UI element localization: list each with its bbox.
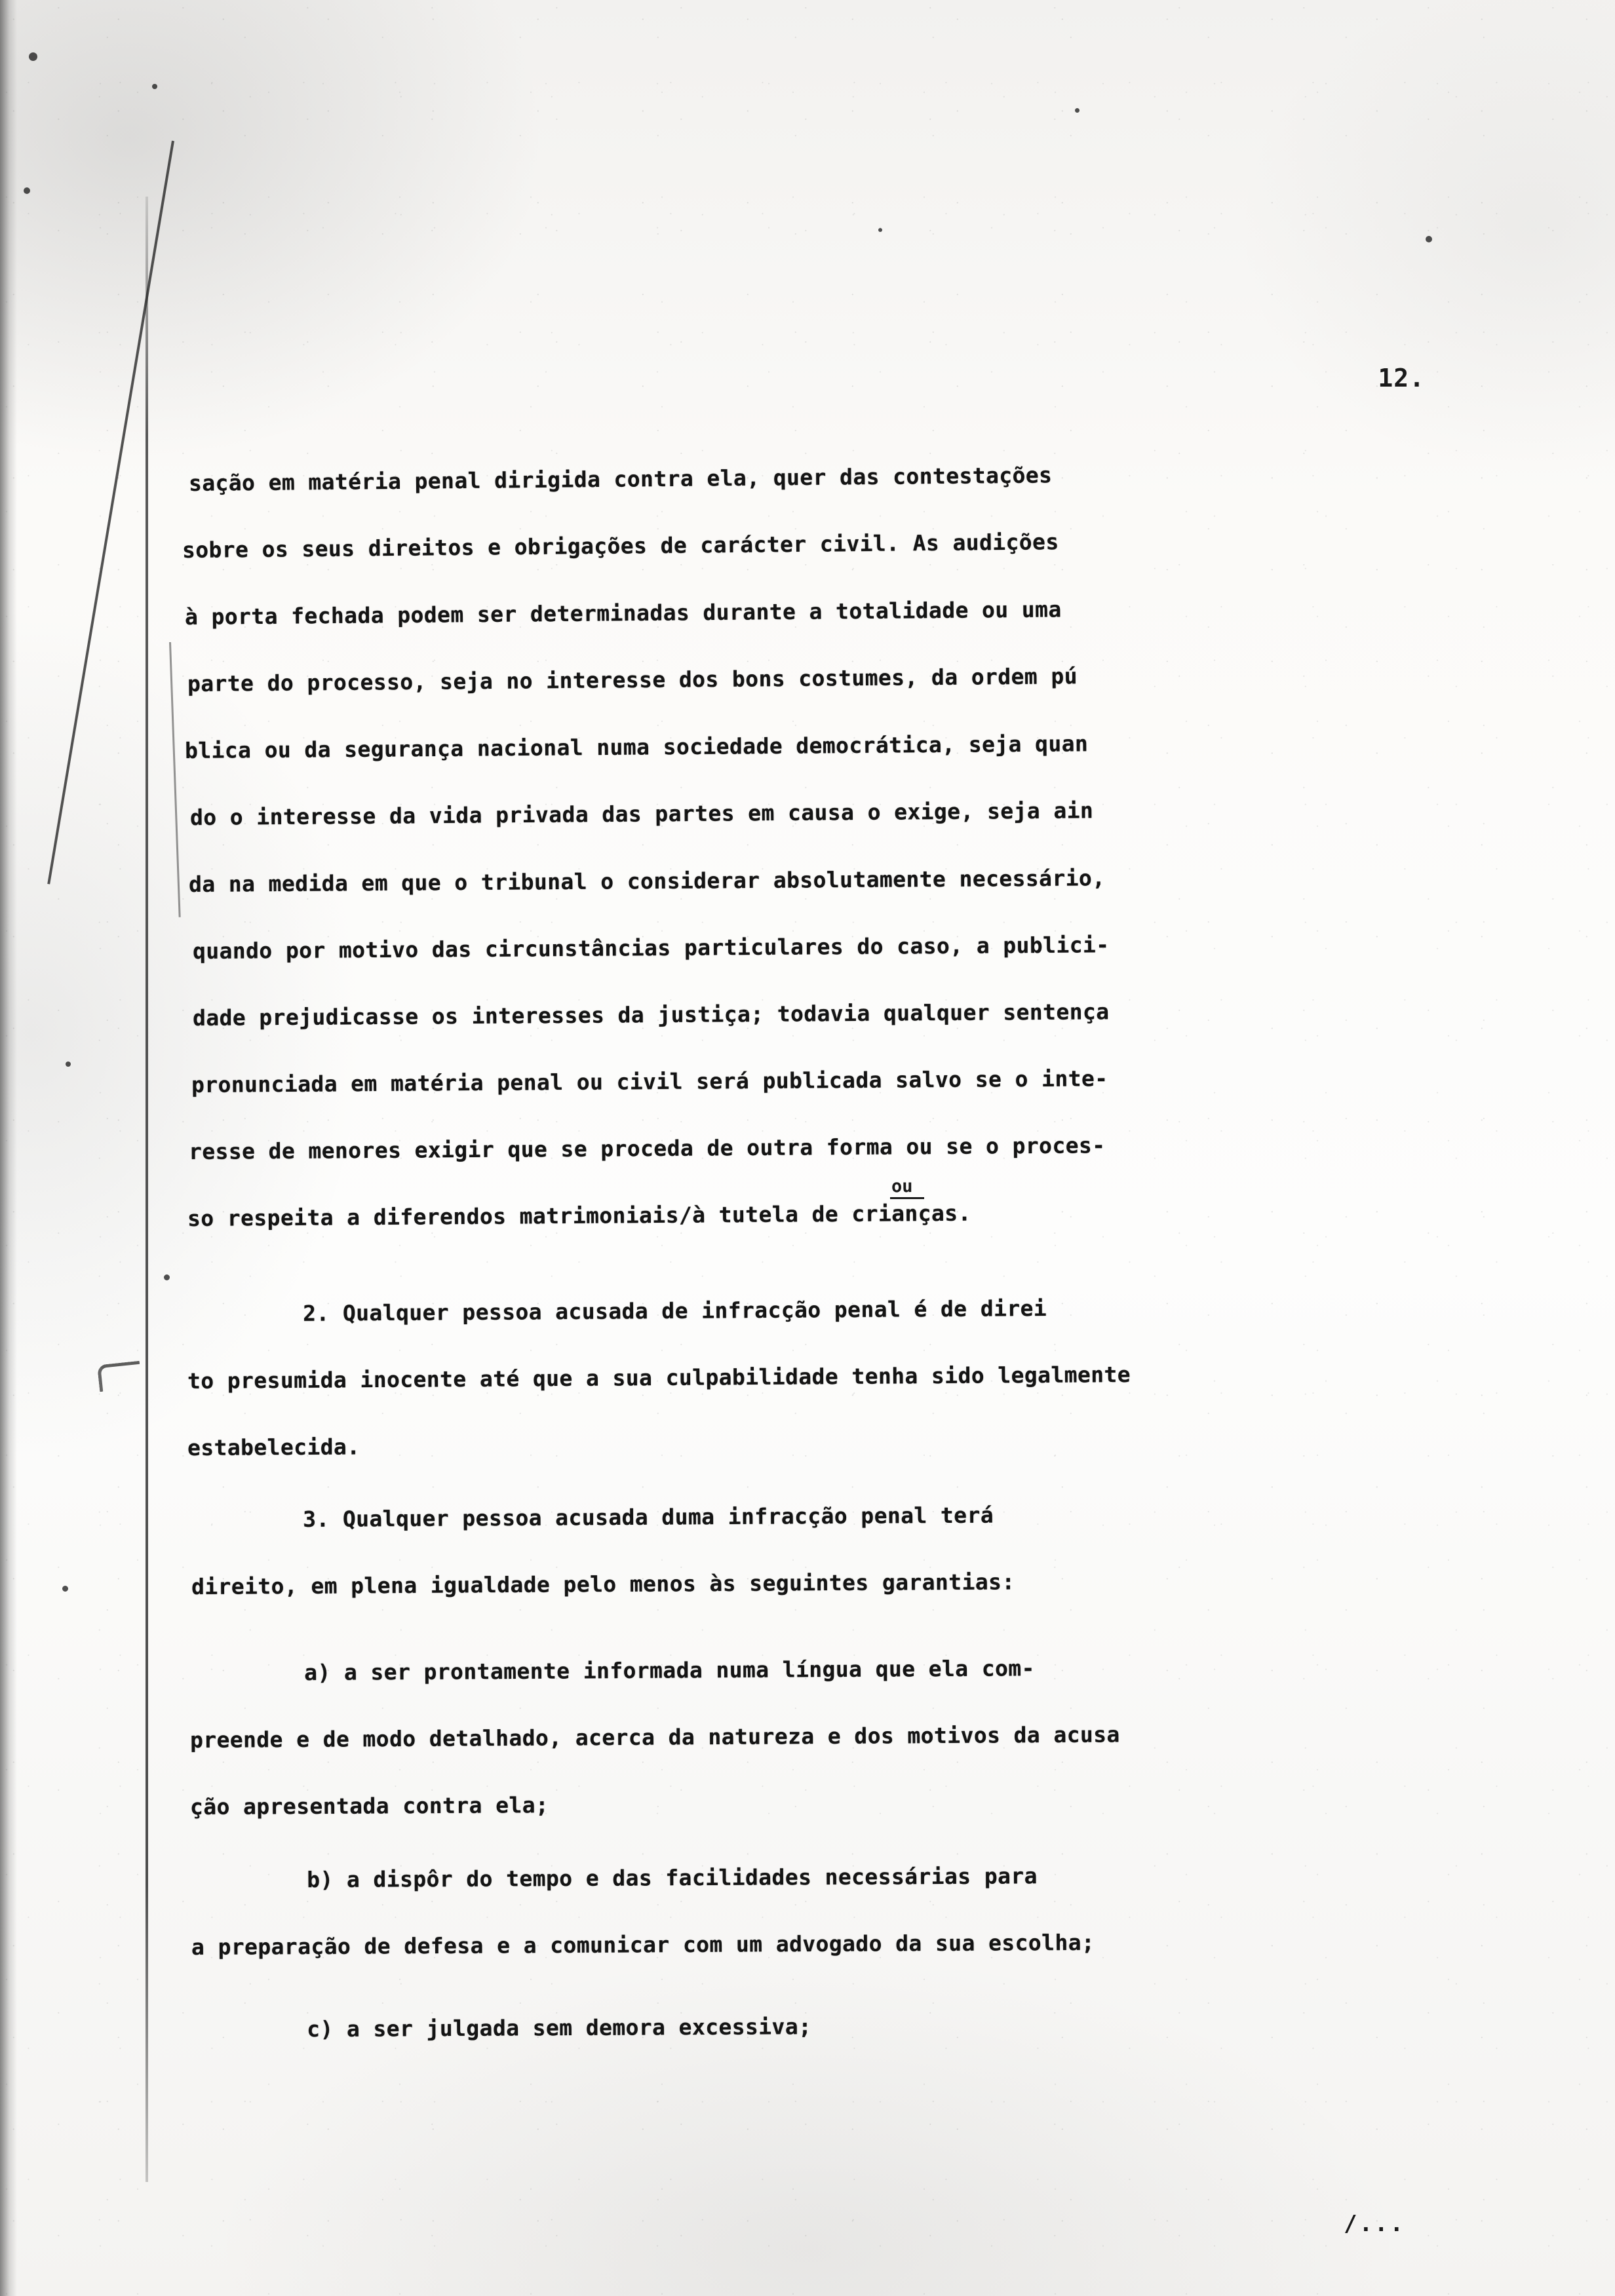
item-c-line: c) a ser julgada sem demora excessiva;	[200, 2014, 812, 2042]
item-b-line: a preparação de defesa e a comunicar com um advogado da sua escolha;	[191, 1929, 1095, 1960]
paragraph-2-line: 2. Qualquer pessoa acusada de infracção penal é de direi	[196, 1295, 1047, 1327]
body-line: pronunciada em matéria penal ou civil será publicada salvo se o inte-	[191, 1065, 1108, 1098]
interlinear-correction: ou	[891, 1176, 913, 1196]
paragraph-3-line: direito, em plena igualdade pelo menos às seguintes garantias:	[191, 1569, 1015, 1599]
body-line: so respeita a diferendos matrimoniais/à tutela de crianças.	[187, 1200, 971, 1231]
item-a-line: preende e de modo detalhado, acerca da natureza e dos motivos da acusa	[189, 1721, 1120, 1753]
paragraph-2-line: estabelecida.	[187, 1434, 360, 1461]
body-line: dade prejudicasse os interesses da justiça; todavia qualquer sentença	[192, 999, 1110, 1031]
body-line: parte do processo, seja no interesse dos bons costumes, da ordem pú	[187, 663, 1078, 697]
item-a-line: ção apresentada contra ela;	[189, 1792, 549, 1820]
body-line: sobre os seus direitos e obrigações de carácter civil. As audições	[182, 529, 1059, 563]
body-line: sação em matéria penal dirigida contra ela, quer das contestações	[188, 462, 1053, 496]
footer-continuation-mark: /...	[1344, 2211, 1405, 2237]
body-line: blica ou da segurança nacional numa sociedade democrática, seja quan	[184, 731, 1089, 763]
body-line: resse de menores exigir que se proceda de outra forma ou se o proces-	[188, 1132, 1106, 1164]
item-a-line: a) a ser prontamente informada numa língua que ela com-	[197, 1655, 1035, 1686]
item-b-line: b) a dispôr do tempo e das facilidades necessárias para	[200, 1863, 1038, 1893]
paragraph-2-line: to presumida inocente até que a sua culpabilidade tenha sido legalmente	[187, 1361, 1131, 1394]
body-line: da na medida em que o tribunal o considerar absolutamente necessário,	[188, 865, 1106, 897]
body-line: à porta fechada podem ser determinadas durante a totalidade ou uma	[184, 596, 1062, 630]
body-line: quando por motivo das circunstâncias particulares do caso, a publici-	[192, 932, 1110, 964]
page-number: 12.	[1378, 364, 1425, 392]
body-line: do o interesse da vida privada das partes em causa o exige, seja ain	[189, 797, 1094, 830]
paragraph-3-line: 3. Qualquer pessoa acusada duma infracção penal terá	[196, 1502, 994, 1533]
